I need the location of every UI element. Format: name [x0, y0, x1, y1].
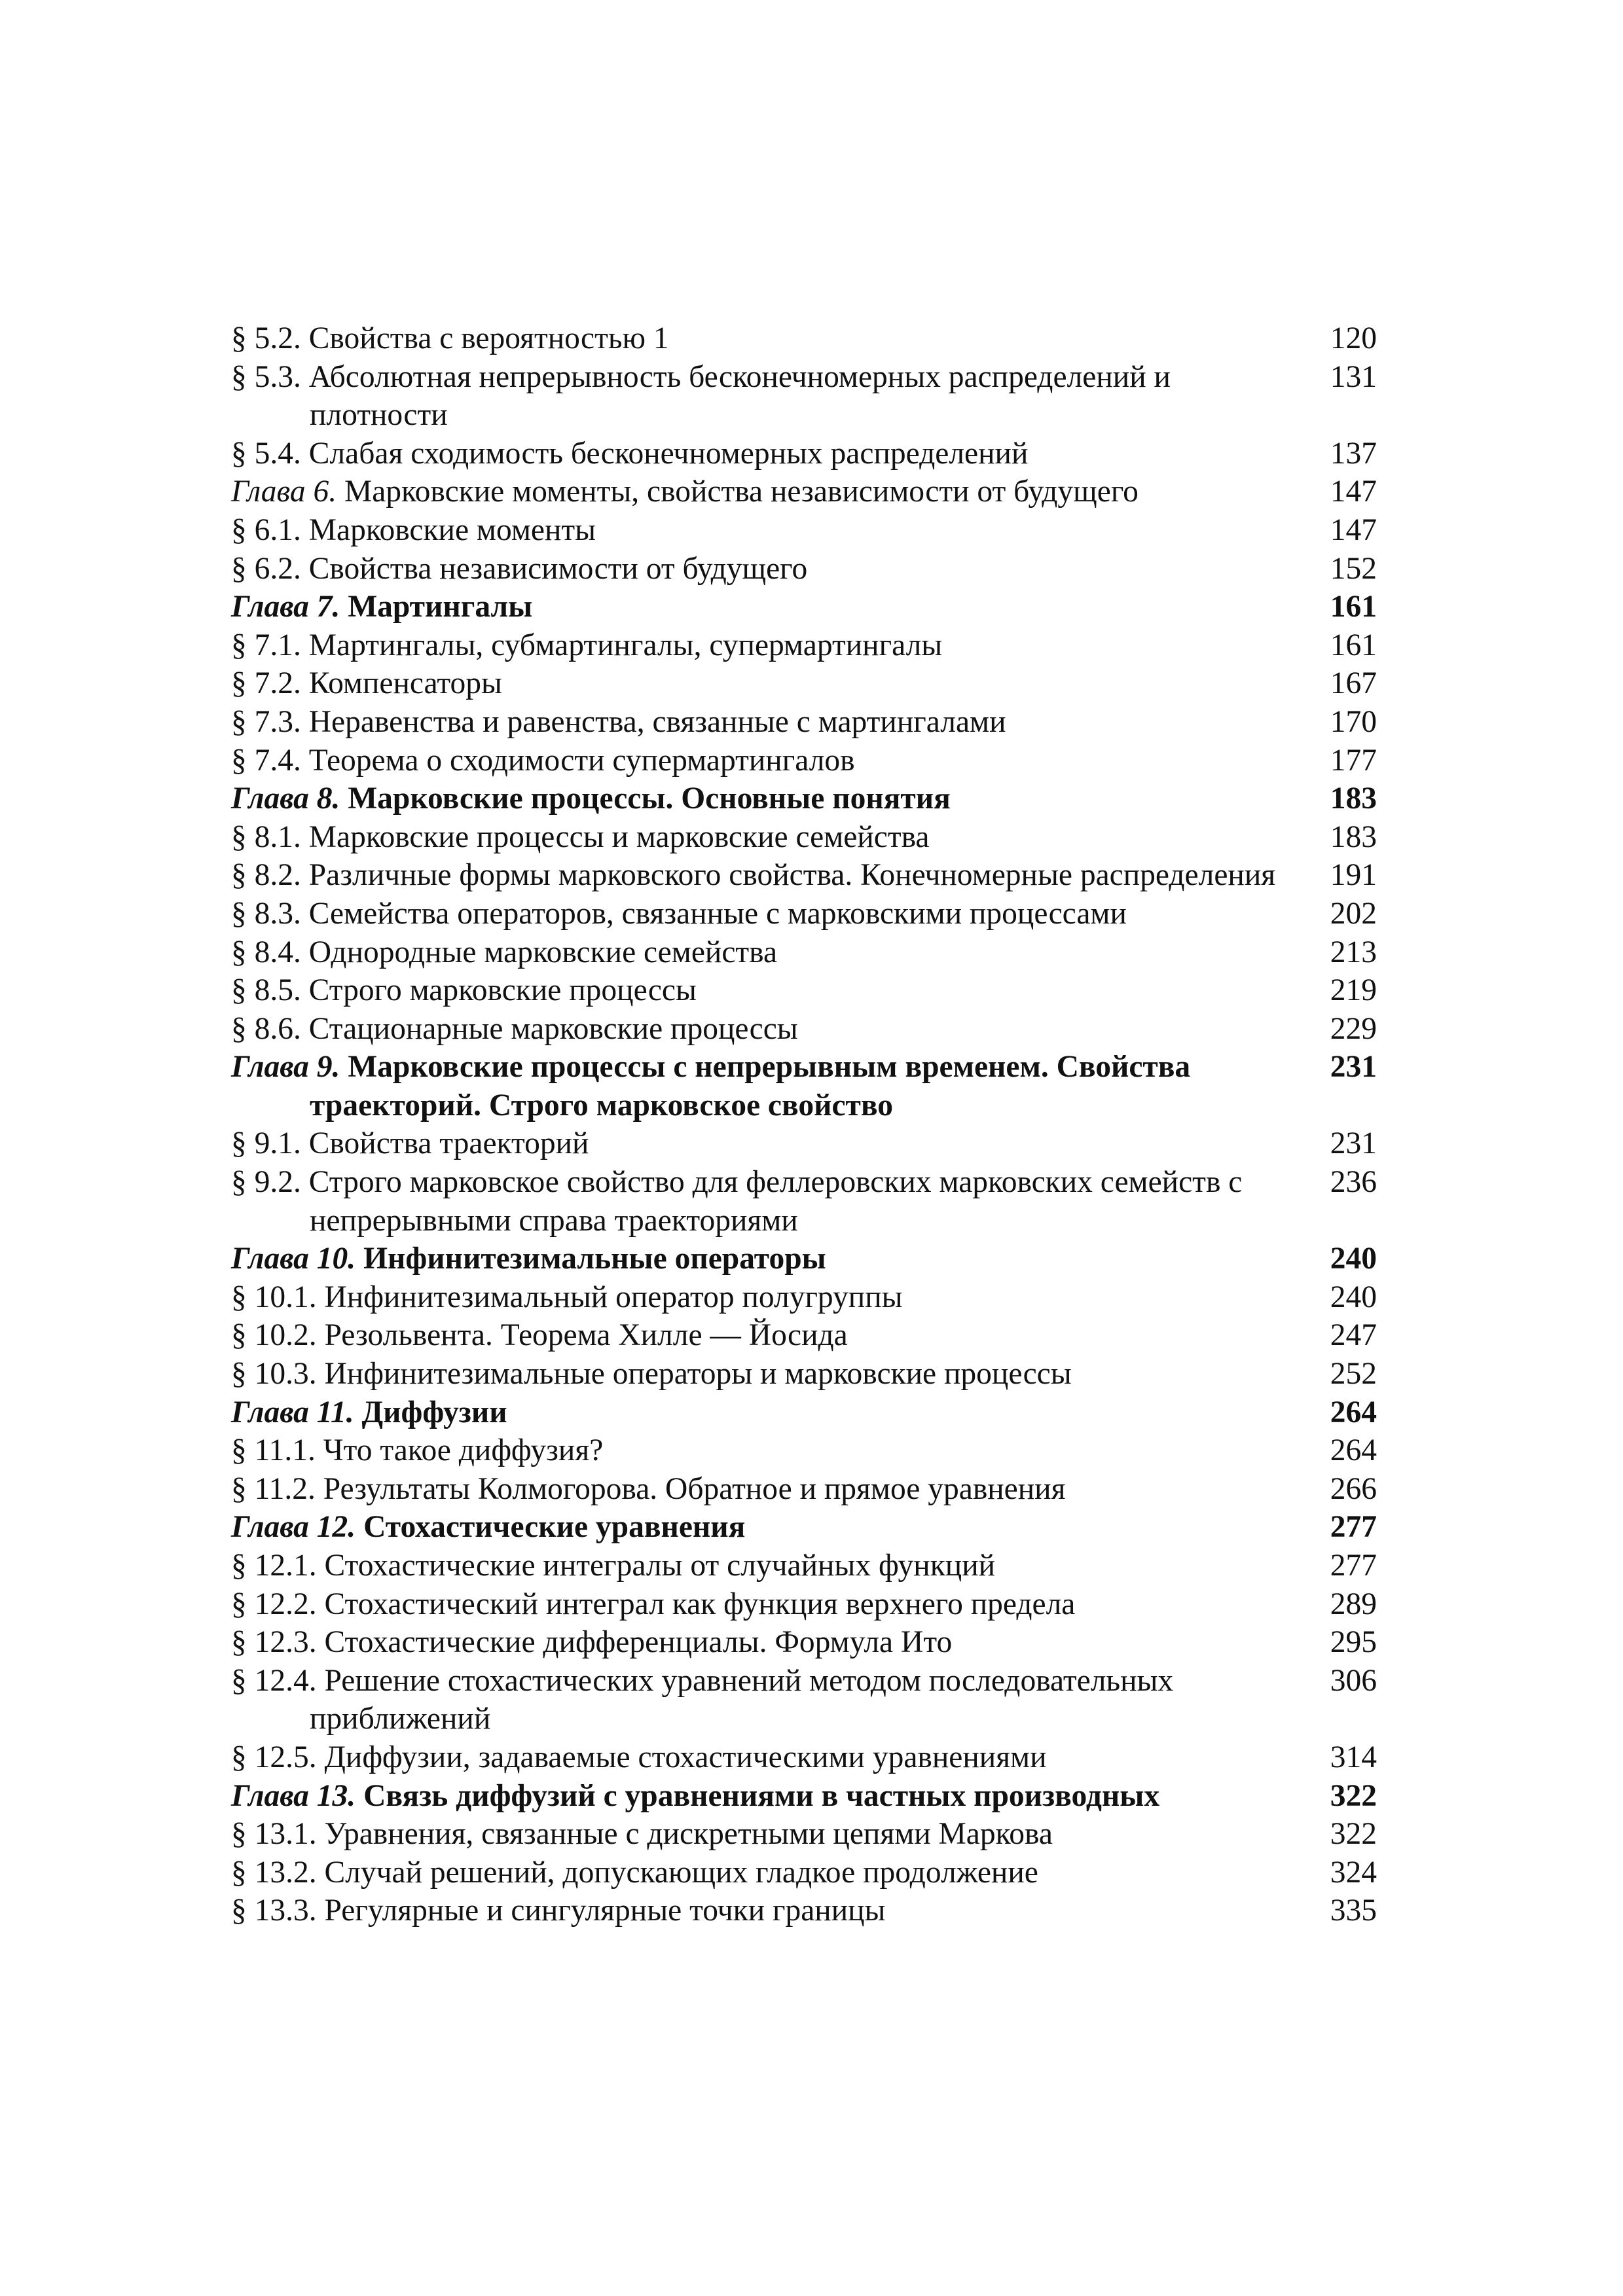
toc-section-entry	[231, 1431, 1377, 1470]
toc-entry-label: § 13.3. Регулярные и сингулярные точки границы	[231, 1893, 886, 1928]
toc-section-entry	[231, 511, 1377, 550]
toc-chapter-entry	[231, 473, 1377, 511]
toc-section-entry	[231, 1163, 1377, 1240]
chapter-title: Стохастические уравнения	[363, 1510, 746, 1545]
toc-entry-label: § 6.2. Свойства независимости от будущего	[231, 551, 808, 586]
toc-page-number: 252	[1330, 1357, 1377, 1391]
toc-section-entry	[231, 703, 1377, 742]
toc-section-entry	[231, 358, 1377, 435]
toc-section-entry	[231, 664, 1377, 703]
toc-chapter-entry	[231, 1777, 1377, 1816]
toc-entry-label: § 12.5. Диффузии, задаваемые стохастическими уравнениями	[231, 1740, 1047, 1774]
toc-section-entry	[231, 1738, 1377, 1777]
toc-section-entry	[231, 1815, 1377, 1854]
toc-page-number: 289	[1330, 1587, 1377, 1621]
toc-page-number: 152	[1330, 551, 1377, 586]
toc-section-entry	[231, 742, 1377, 780]
toc-page-number: 277	[1330, 1549, 1377, 1583]
table-of-contents	[231, 319, 1377, 1930]
toc-entry-label	[231, 1508, 1305, 1547]
toc-page-number: 183	[1330, 781, 1377, 816]
toc-entry-label: § 8.3. Семейства операторов, связанные с марковскими процессами	[231, 896, 1127, 931]
toc-page-number: 306	[1330, 1663, 1377, 1698]
toc-page-number: 170	[1330, 704, 1377, 739]
toc-section-entry	[231, 1854, 1377, 1892]
toc-page-number: 277	[1330, 1510, 1377, 1545]
toc-entry-label: § 12.1. Стохастические интегралы от случайных функций	[231, 1549, 996, 1583]
toc-entry-label: § 7.1. Мартингалы, субмартингалы, супермартингалы	[231, 628, 943, 662]
toc-page-number: 236	[1330, 1165, 1377, 1200]
toc-section-entry	[231, 1316, 1377, 1355]
toc-page-number: 120	[1330, 321, 1377, 355]
toc-page-number: 219	[1330, 973, 1377, 1008]
toc-section-entry	[231, 856, 1377, 895]
toc-entry-label: § 11.1. Что такое диффузия?	[231, 1433, 604, 1468]
chapter-title: Мартингалы	[348, 590, 533, 624]
toc-entry-label	[231, 1048, 1305, 1124]
toc-chapter-entry	[231, 1393, 1377, 1432]
toc-section-entry	[231, 1470, 1377, 1509]
toc-chapter-entry	[231, 1508, 1377, 1547]
toc-page-number: 137	[1330, 436, 1377, 471]
toc-section-entry	[231, 1623, 1377, 1662]
toc-page-number: 266	[1330, 1471, 1377, 1506]
toc-entry-label	[231, 780, 1305, 818]
toc-section-entry	[231, 1547, 1377, 1585]
chapter-number: Глава 11.	[231, 1395, 354, 1429]
chapter-title: Диффузии	[361, 1395, 507, 1429]
toc-page-number: 161	[1330, 590, 1377, 624]
toc-section-entry	[231, 319, 1377, 358]
toc-entry-label: § 9.2. Строго марковское свойство для феллеровских марковских семейств с непрерывными справа траекториями	[231, 1165, 1243, 1238]
toc-section-entry	[231, 1010, 1377, 1049]
toc-page-number: 240	[1330, 1280, 1377, 1314]
toc-entry-label: § 12.4. Решение стохастических уравнений методом последовательных приближений	[231, 1663, 1174, 1736]
toc-entry-label: § 12.2. Стохастический интеграл как функция верхнего предела	[231, 1587, 1076, 1621]
toc-entry-label: § 5.2. Свойства с вероятностью 1	[231, 321, 669, 355]
chapter-number: Глава 7.	[231, 590, 340, 624]
toc-page-number: 131	[1330, 359, 1377, 394]
chapter-number: Глава 6.	[231, 475, 337, 509]
chapter-number: Глава 9.	[231, 1050, 340, 1085]
chapter-title: Связь диффузий с уравнениями в частных производных	[363, 1778, 1160, 1813]
toc-page-number: 183	[1330, 819, 1377, 854]
toc-entry-label: § 7.3. Неравенства и равенства, связанные с мартингалами	[231, 704, 1006, 739]
toc-chapter-entry	[231, 588, 1377, 626]
chapter-number: Глава 13.	[231, 1778, 356, 1813]
toc-section-entry	[231, 1278, 1377, 1317]
chapter-number: Глава 12.	[231, 1510, 356, 1545]
chapter-title: Марковские моменты, свойства независимости от будущего	[344, 475, 1139, 509]
toc-entry-label: § 13.1. Уравнения, связанные с дискретными цепями Маркова	[231, 1817, 1053, 1852]
toc-page-number: 177	[1330, 743, 1377, 778]
toc-chapter-entry	[231, 780, 1377, 818]
toc-page-number: 240	[1330, 1242, 1377, 1276]
toc-entry-label: § 7.4. Теорема о сходимости супермартингалов	[231, 743, 855, 778]
toc-page-number: 314	[1330, 1740, 1377, 1774]
toc-entry-label: § 10.1. Инфинитезимальный оператор полугруппы	[231, 1280, 903, 1314]
toc-section-entry	[231, 550, 1377, 588]
toc-page-number: 167	[1330, 666, 1377, 701]
toc-section-entry	[231, 1355, 1377, 1393]
toc-page-number: 335	[1330, 1893, 1377, 1928]
toc-entry-label: § 12.3. Стохастические дифференциалы. Формула Ито	[231, 1625, 953, 1660]
toc-section-entry	[231, 1124, 1377, 1163]
toc-page-number: 191	[1330, 858, 1377, 893]
toc-entry-label: § 8.4. Однородные марковские семейства	[231, 935, 778, 969]
toc-page-number: 324	[1330, 1855, 1377, 1890]
toc-page-number: 231	[1330, 1126, 1377, 1161]
chapter-title: Марковские процессы с непрерывным временем. Свойства траекторий. Строго марковское свойство	[310, 1050, 1191, 1122]
toc-section-entry	[231, 1892, 1377, 1930]
toc-page-number: 264	[1330, 1433, 1377, 1468]
toc-page-number: 231	[1330, 1050, 1377, 1085]
toc-section-entry	[231, 971, 1377, 1010]
toc-chapter-entry	[231, 1240, 1377, 1278]
toc-entry-label: § 8.1. Марковские процессы и марковские семейства	[231, 819, 930, 854]
chapter-number: Глава 10.	[231, 1242, 356, 1276]
toc-entry-label: § 8.2. Различные формы марковского свойства. Конечномерные распределения	[231, 858, 1276, 893]
toc-page-number: 322	[1330, 1817, 1377, 1852]
toc-entry-label: § 10.2. Резольвента. Теорема Хилле — Йосида	[231, 1318, 848, 1353]
toc-entry-label: § 5.3. Абсолютная непрерывность бесконечномерных распределений и плотности	[231, 359, 1171, 433]
toc-entry-label: § 6.1. Марковские моменты	[231, 512, 596, 547]
toc-page-number: 202	[1330, 896, 1377, 931]
toc-entry-label	[231, 1240, 1305, 1278]
toc-entry-label: § 5.4. Слабая сходимость бесконечномерных распределений	[231, 436, 1029, 471]
toc-entry-label: § 8.5. Строго марковские процессы	[231, 973, 697, 1008]
chapter-title: Инфинитезимальные операторы	[363, 1242, 826, 1276]
toc-page-number: 247	[1330, 1318, 1377, 1353]
toc-page-number: 147	[1330, 512, 1377, 547]
toc-entry-label	[231, 1777, 1305, 1816]
toc-section-entry	[231, 626, 1377, 665]
toc-section-entry	[231, 1585, 1377, 1624]
toc-section-entry	[231, 1662, 1377, 1738]
toc-section-entry	[231, 895, 1377, 933]
toc-page-number: 295	[1330, 1625, 1377, 1660]
toc-entry-label	[231, 1393, 1305, 1432]
toc-section-entry	[231, 933, 1377, 972]
toc-page-number: 147	[1330, 475, 1377, 509]
toc-entry-label: § 8.6. Стационарные марковские процессы	[231, 1011, 798, 1046]
toc-entry-label: § 9.1. Свойства траекторий	[231, 1126, 589, 1161]
toc-section-entry	[231, 818, 1377, 857]
toc-chapter-entry	[231, 1048, 1377, 1124]
toc-page-number: 229	[1330, 1011, 1377, 1046]
toc-entry-label: § 13.2. Случай решений, допускающих гладкое продолжение	[231, 1855, 1038, 1890]
toc-section-entry	[231, 435, 1377, 473]
toc-page-number: 161	[1330, 628, 1377, 662]
toc-entry-label: § 7.2. Компенсаторы	[231, 666, 502, 701]
toc-entry-label: § 11.2. Результаты Колмогорова. Обратное и прямое уравнения	[231, 1471, 1066, 1506]
toc-page-number: 213	[1330, 935, 1377, 969]
toc-entry-label	[231, 588, 1305, 626]
chapter-title: Марковские процессы. Основные понятия	[348, 781, 951, 816]
toc-entry-label: § 10.3. Инфинитезимальные операторы и марковские процессы	[231, 1357, 1072, 1391]
toc-entry-label	[231, 473, 1305, 511]
toc-page-number: 264	[1330, 1395, 1377, 1429]
chapter-number: Глава 8.	[231, 781, 340, 816]
toc-page-number: 322	[1330, 1778, 1377, 1813]
